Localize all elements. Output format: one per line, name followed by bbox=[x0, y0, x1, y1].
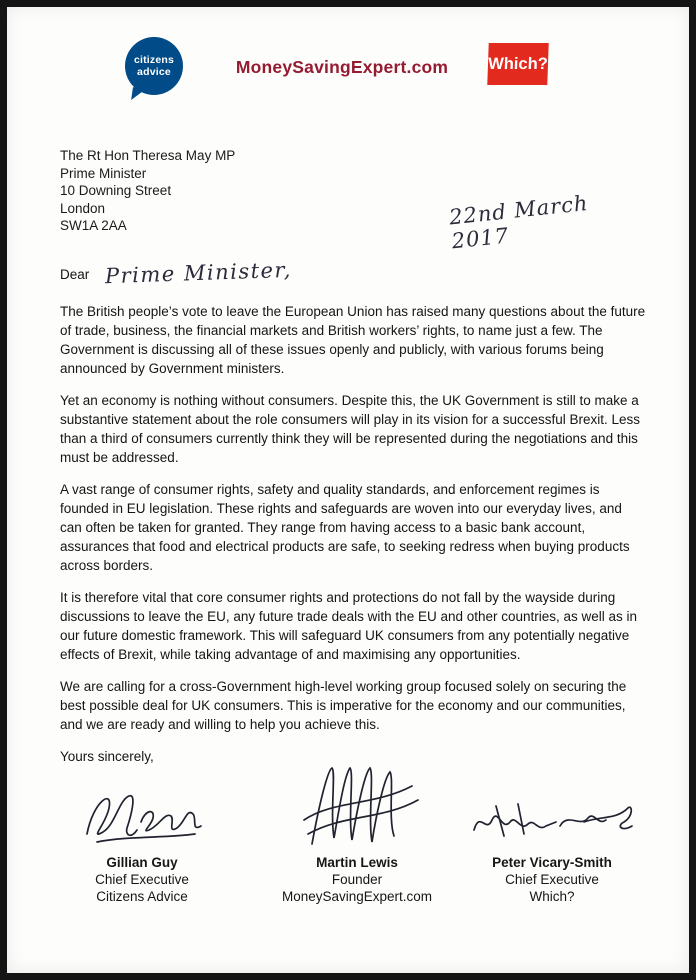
signatory-org: MoneySavingExpert.com bbox=[281, 889, 433, 904]
recipient-line: The Rt Hon Theresa May MP bbox=[60, 148, 236, 163]
recipient-line: London bbox=[60, 200, 106, 216]
moneysavingexpert-logo: MoneySavingExpert.com bbox=[235, 57, 449, 77]
recipient-line: Prime Minister bbox=[60, 165, 147, 181]
martin-lewis-signature bbox=[282, 758, 432, 850]
letter-page bbox=[7, 7, 689, 973]
signatory-block bbox=[62, 755, 222, 905]
signatory-org: Citizens Advice bbox=[96, 889, 188, 904]
gillian-guy-signature bbox=[77, 782, 207, 850]
signatory-block bbox=[257, 755, 457, 905]
body-paragraph: The British people’s vote to leave the European Union has raised many questions about the future of trade, business, the financial markets and British workers’ rights, to name just a few. The Government is discussing all of these issues openly and publicly, with various forums being announced by Government ministers. bbox=[60, 304, 646, 376]
signatory-title: Founder bbox=[331, 872, 383, 887]
recipient-line: SW1A 2AA bbox=[60, 218, 127, 233]
signatory-block bbox=[457, 755, 647, 905]
body-paragraph: It is therefore vital that core consumer rights and protections do not fall by the wayside during discussions to leave the EU, any future trade deals with the EU and other countries, as well as in our future domestic framework. This will safeguard UK consumers from any potentially negative effects of Brexit, while taking advantage of and maximising any opportunities. bbox=[60, 590, 638, 662]
salutation-handwritten: Prime Minister, bbox=[104, 257, 293, 289]
signatory-name: Gillian Guy bbox=[106, 855, 178, 870]
recipient-line: 10 Downing Street bbox=[60, 183, 172, 198]
body-paragraph: A vast range of consumer rights, safety and quality standards, and enforcement regimes is founded in EU legislation. These rights and safeguards are woven into our everyday lives, and can often be taken for granted. They range from having access to a basic bank account, assurances that food and electrical products are safe, to seeking redress when buying products across borders. bbox=[60, 482, 630, 573]
peter-vicary-smith-signature bbox=[466, 792, 638, 850]
signatory-name: Martin Lewis bbox=[316, 855, 398, 870]
body-paragraph: Yet an economy is nothing without consumers. Despite this, the UK Government is still to make a substantive statement about the role consumers will play in its vision for a successful Brexit. Less than a third of consumers currently think they will be represented during the negotiations and this must be addressed. bbox=[60, 393, 641, 465]
recipient-address bbox=[60, 147, 235, 235]
citizens-advice-logo-line2: advice bbox=[137, 66, 171, 78]
salutation bbox=[60, 257, 646, 289]
speech-bubble-tail-icon bbox=[131, 87, 146, 102]
handwritten-date: 22nd March 2017 bbox=[448, 190, 590, 254]
signatory-name: Peter Vicary-Smith bbox=[492, 855, 612, 870]
letter-body bbox=[60, 257, 646, 766]
citizens-advice-logo-line1: citizens bbox=[133, 54, 175, 66]
which-logo: Which? bbox=[487, 43, 548, 85]
closing-line: Yours sincerely, bbox=[60, 749, 154, 764]
body-paragraph: We are calling for a cross-Government high-level working group focused solely on securing the best possible deal for UK consumers. This is imperative for the economy and our communities, and we are ready and willing to help you achieve this. bbox=[60, 679, 627, 732]
signatory-title: Chief Executive bbox=[505, 872, 599, 887]
signatory-title: Chief Executive bbox=[95, 872, 189, 887]
signatory-org: Which? bbox=[529, 889, 575, 904]
salutation-printed: Dear bbox=[60, 267, 90, 282]
